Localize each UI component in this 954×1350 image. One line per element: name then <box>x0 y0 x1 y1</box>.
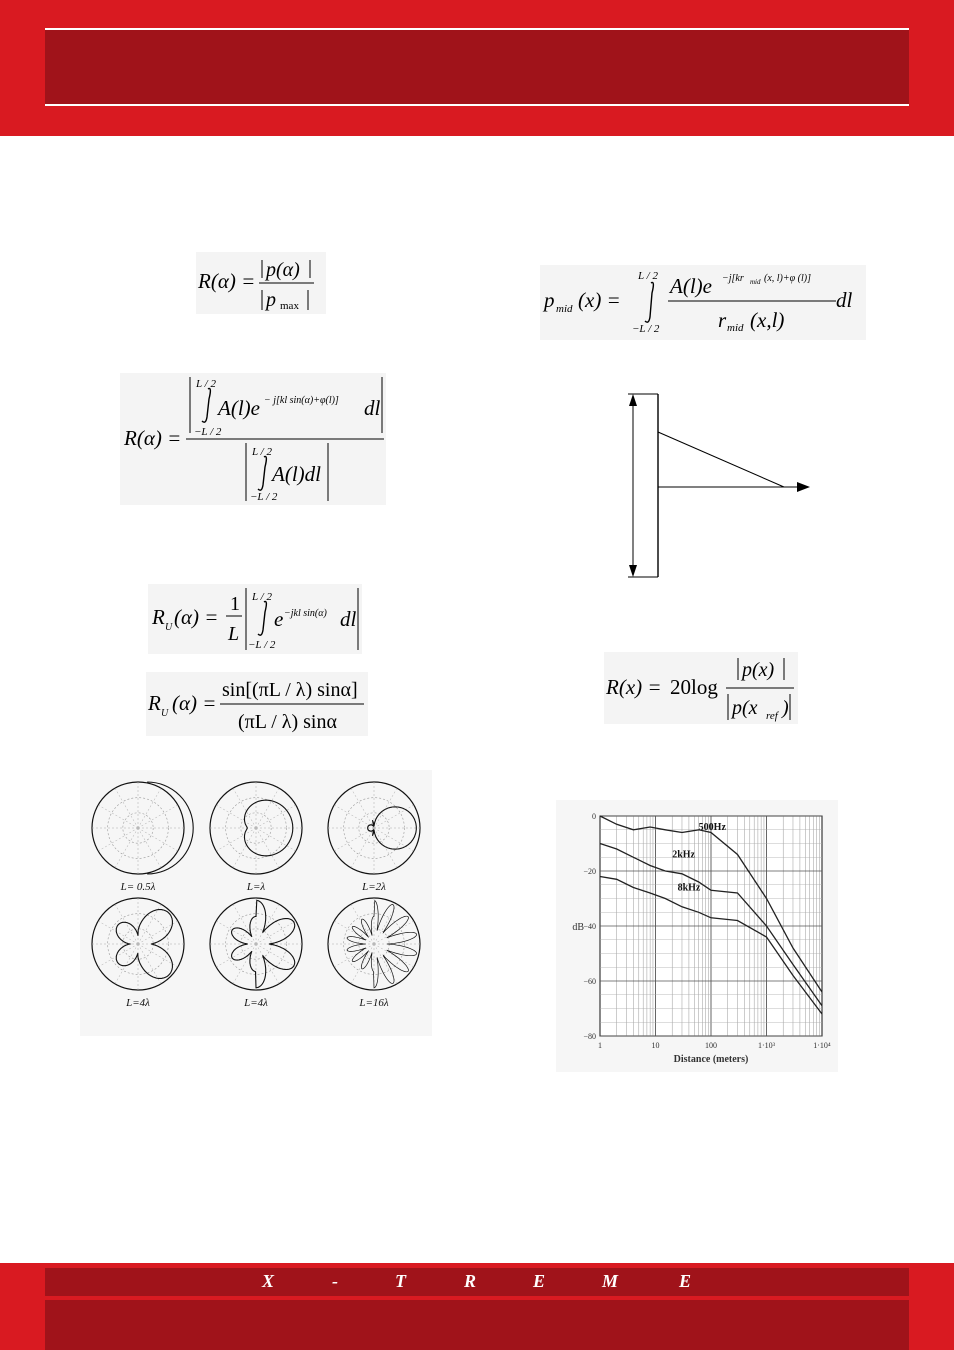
numerator: p(x) <box>742 659 775 681</box>
brand-letter: X <box>262 1271 275 1291</box>
x-tick-label: 10 <box>651 1041 660 1050</box>
equation-r-u-closed-form <box>146 672 368 741</box>
body: e <box>274 607 284 631</box>
y-tick-label: −80 <box>583 1032 596 1041</box>
polar-plot-label: L=16λ <box>359 997 389 1009</box>
den-r: r <box>718 308 727 332</box>
brand-letter: T <box>395 1271 406 1291</box>
polar-plot-label: L=4λ <box>126 997 150 1009</box>
lhs-arg: (α) = <box>172 691 217 715</box>
lhs-arg: (x) = <box>578 288 621 312</box>
polar-plot-label: L=2λ <box>362 881 386 893</box>
lhs: R(x) = <box>606 675 662 699</box>
fraction-denominator: L <box>228 623 240 645</box>
equation-r-x <box>604 652 798 729</box>
distance-ray <box>658 432 784 487</box>
x-tick-label: 1 <box>598 1041 602 1050</box>
lower-limit: −L / 2 <box>194 426 222 438</box>
polar-plots-panel <box>80 770 432 1041</box>
exponent-rest: (x, l)+φ (l)] <box>764 273 811 284</box>
lhs: R(α) = <box>124 426 182 450</box>
lhs: R(α) = <box>198 269 256 293</box>
x-tick-label: 1·10⁴ <box>813 1041 831 1050</box>
brand-letter: E <box>533 1271 546 1291</box>
upper-limit: L / 2 <box>638 270 658 282</box>
y-tick-label: −40 <box>583 922 596 931</box>
den-arg: (x,l) <box>750 308 785 332</box>
denominator-body: A(l)dl <box>272 462 321 486</box>
series-label: 500Hz <box>698 821 726 833</box>
x-tick-label: 1·10³ <box>757 1041 776 1050</box>
equation-r-alpha-definition <box>196 252 326 319</box>
log-term: 20log <box>670 675 718 699</box>
y-tick-label: 0 <box>592 812 596 821</box>
exponent: −j[kr <box>722 273 744 284</box>
polar-plot-label: L=λ <box>246 881 266 893</box>
denominator-end: ) <box>782 697 789 719</box>
lhs-sub: U <box>165 622 173 633</box>
numerator-exponent: − j[kl sin(α)+φ(l)] <box>264 395 339 406</box>
upper-limit: L / 2 <box>252 591 272 603</box>
den-lower-limit: −L / 2 <box>250 491 278 503</box>
lhs-sub: U <box>161 708 169 719</box>
brand-wordmark <box>45 1268 909 1296</box>
dl: dl <box>836 288 853 312</box>
y-tick-label: −20 <box>583 867 596 876</box>
exponent: −jkl sin(α) <box>284 608 327 619</box>
attenuation-chart-panel <box>556 800 838 1077</box>
lhs-sub: mid <box>556 303 573 315</box>
denominator: (πL / λ) sinα <box>238 711 337 733</box>
y-tick-label: −60 <box>583 977 596 986</box>
header-bar <box>45 28 909 106</box>
y-axis-label: dB <box>572 922 584 933</box>
denominator: p(x <box>732 697 758 719</box>
lhs: R <box>152 605 165 629</box>
brand-letter: R <box>464 1271 477 1291</box>
lower-limit: −L / 2 <box>248 639 276 651</box>
series-label: 2kHz <box>672 849 695 861</box>
numerator: A(l)e <box>670 274 712 298</box>
lhs: R <box>148 691 161 715</box>
exponent-sub: mid <box>750 278 761 286</box>
footer-bar <box>45 1300 909 1350</box>
denominator-sub: max <box>280 300 299 312</box>
numerator: sin[(πL / λ) sinα] <box>222 679 358 701</box>
upper-limit: L / 2 <box>196 378 216 390</box>
series-label: 8kHz <box>677 882 701 894</box>
equation-r-u-integral <box>148 584 362 659</box>
lhs-arg: (α) = <box>174 605 219 629</box>
arrow-head-icon <box>797 482 810 492</box>
lhs-p: p <box>544 288 555 312</box>
equation-p-mid <box>540 265 866 345</box>
brand-letter: E <box>679 1271 692 1291</box>
numerator-body: A(l)e <box>218 396 260 420</box>
numerator: p(α) <box>266 259 300 281</box>
brand-letter: M <box>602 1271 619 1291</box>
equation-r-alpha-integral <box>120 373 386 510</box>
denominator-sub: ref <box>766 710 778 722</box>
denominator: p <box>266 289 276 311</box>
polar-plot-label: L=4λ <box>244 997 268 1009</box>
x-tick-label: 100 <box>705 1041 717 1050</box>
line-source-diagram <box>614 388 824 587</box>
den-sub: mid <box>727 322 744 334</box>
polar-plot-label: L= 0.5λ <box>120 881 156 893</box>
den-upper-limit: L / 2 <box>252 446 272 458</box>
x-axis-label: Distance (meters) <box>673 1054 749 1065</box>
brand-letter: - <box>332 1271 338 1291</box>
dl: dl <box>340 607 357 631</box>
dl: dl <box>364 396 381 420</box>
lower-limit: −L / 2 <box>632 323 660 335</box>
fraction-numerator: 1 <box>230 593 240 615</box>
